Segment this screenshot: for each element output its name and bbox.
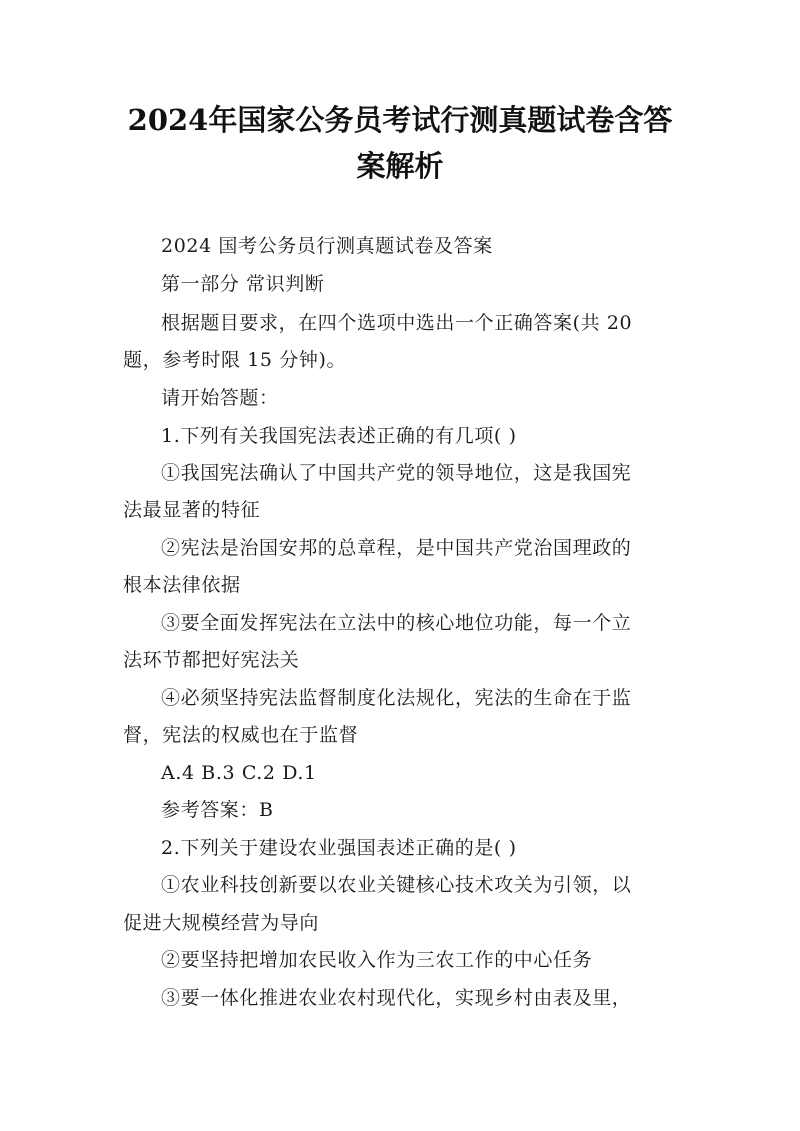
section-heading: 第一部分 常识判断 [161, 273, 325, 295]
title-line-2: 案解析 [356, 149, 444, 183]
question-1-item-4: ④必须坚持宪法监督制度化法规化，宪法的生命在于监 [161, 687, 632, 709]
question-1-item-2-cont: 根本法律依据 [123, 574, 241, 596]
question-1-answer: 参考答案：B [161, 799, 274, 821]
question-1-item-3: ③要全面发挥宪法在立法中的核心地位功能，每一个立 [161, 612, 632, 634]
question-1-item-1-cont: 法最显著的特征 [123, 499, 261, 521]
instruction-line: 根据题目要求，在四个选项中选出一个正确答案(共 20 [161, 312, 633, 334]
question-2-item-3: ③要一体化推进农业农村现代化，实现乡村由表及里， [161, 987, 632, 1009]
document-title [110, 97, 690, 189]
title-line-1: 2024年国家公务员考试行测真题试卷含答 [127, 103, 673, 137]
question-1-options: A.4 B.3 C.2 D.1 [161, 762, 317, 784]
start-prompt: 请开始答题： [161, 387, 279, 409]
question-2-item-1-cont: 促进大规模经营为导向 [123, 912, 320, 934]
subtitle-line: 2024 国考公务员行测真题试卷及答案 [161, 235, 493, 257]
question-1: 1.下列有关我国宪法表述正确的有几项( ) [161, 425, 517, 447]
question-2: 2.下列关于建设农业强国表述正确的是( ) [161, 837, 517, 859]
question-2-item-2: ②要坚持把增加农民收入作为三农工作的中心任务 [161, 949, 593, 971]
question-1-item-2: ②宪法是治国安邦的总章程，是中国共产党治国理政的 [161, 537, 632, 559]
question-2-item-1: ①农业科技创新要以农业关键核心技术攻关为引领，以 [161, 874, 632, 896]
question-1-item-1: ①我国宪法确认了中国共产党的领导地位，这是我国宪 [161, 462, 632, 484]
instruction-line-cont: 题，参考时限 15 分钟)。 [123, 349, 347, 371]
question-1-item-4-cont: 督，宪法的权威也在于监督 [123, 724, 359, 746]
question-1-item-3-cont: 法环节都把好宪法关 [123, 649, 300, 671]
